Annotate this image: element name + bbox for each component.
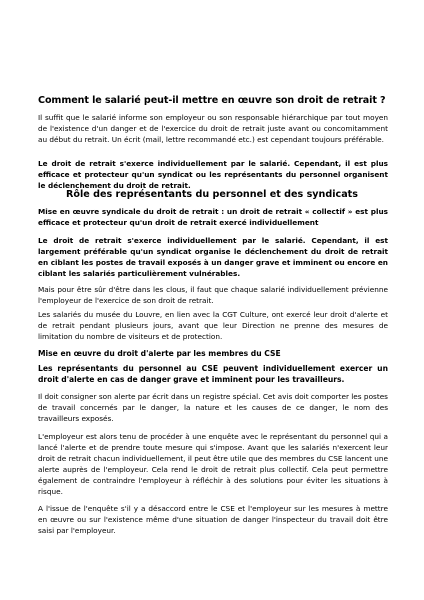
paragraph-inspecteur-travail: A l'issue de l'enquête s'il y a désaccord entre le CSE et l'employeur sur les mesures à mettre en œuvre ou sur l'existence même d'une situation de danger l'inspecteur du travail doit être saisi par l'employeur. (38, 504, 388, 535)
paragraph-representants-cse: Les représentants du personnel au CSE peuvent individuellement exercer un droit d'alerte en cas de danger grave et imminent pour les travailleurs. (38, 364, 388, 384)
paragraph-informer-employeur: Il suffit que le salarié informe son employeur ou son responsable hiérarchique par tout moyen de l'existence d'un danger et de l'exercice du droit de retrait juste avant ou concomitamment au début du retrait. Un écrit (mail, lettre recommandé etc.) est cependant toujours préférable. (38, 113, 388, 144)
section-heading-droit-de-retrait: Comment le salarié peut-il mettre en œuvre son droit de retrait ? (38, 95, 386, 106)
section-heading-role-representants: Rôle des représentants du personnel et des syndicats (66, 189, 358, 200)
paragraph-musee-louvre: Les salariés du musée du Louvre, en lien avec la CGT Culture, ont exercé leur droit d'alerte et de retrait pendant plusieurs jours, avant que leur Direction ne prenne des mesures de limitation du nombre de visiteurs et de protection. (38, 310, 388, 341)
paragraph-syndicat-organise: Le droit de retrait s'exerce individuellement par le salarié. Cependant, il est largement préférable qu'un syndicat organise le déclenchement du droit de retrait en ciblant les postes de travail exposés à un danger grave et imminent ou encore en ciblant les salariés particulièrement vulnérables. (38, 236, 388, 278)
subheading-mise-en-oeuvre-syndicale: Mise en œuvre syndicale du droit de retrait : un droit de retrait « collectif » est plus efficace et protecteur qu'un droit de retrait exercé individuellement (38, 207, 388, 227)
subheading-droit-alerte-cse: Mise en œuvre du droit d'alerte par les membres du CSE (38, 349, 281, 358)
paragraph-registre-special: Il doit consigner son alerte par écrit dans un registre spécial. Cet avis doit comporter les postes de travail concernés par le danger, la nature et les causes de ce danger, le nom des travailleurs exposés. (38, 392, 388, 423)
paragraph-exercice-individuel: Le droit de retrait s'exerce individuellement par le salarié. Cependant, il est plus efficace et protecteur qu'un syndicat ou les représentants du personnel organisent le déclenchement du droit de retrait. (38, 159, 388, 190)
paragraph-prevenir-employeur: Mais pour être sûr d'être dans les clous, il faut que chaque salarié individuellement prévienne l'employeur de l'exercice de son droit de retrait. (38, 285, 388, 305)
paragraph-enquete-employeur: L'employeur est alors tenu de procéder à une enquête avec le représentant du personnel qui a lancé l'alerte et de prendre toute mesure qui s'impose. Avant que les salariés n'exercent leur droit de retrait chacun individuellement, il peut être utile que des membres du CSE lancent une alerte auprès de l'employeur. Cela rend le droit de retrait plus collectif. Cela peut permettre également de contraindre l'employeur à réfléchir à des solutions pour éviter les situations à risque. (38, 432, 388, 496)
